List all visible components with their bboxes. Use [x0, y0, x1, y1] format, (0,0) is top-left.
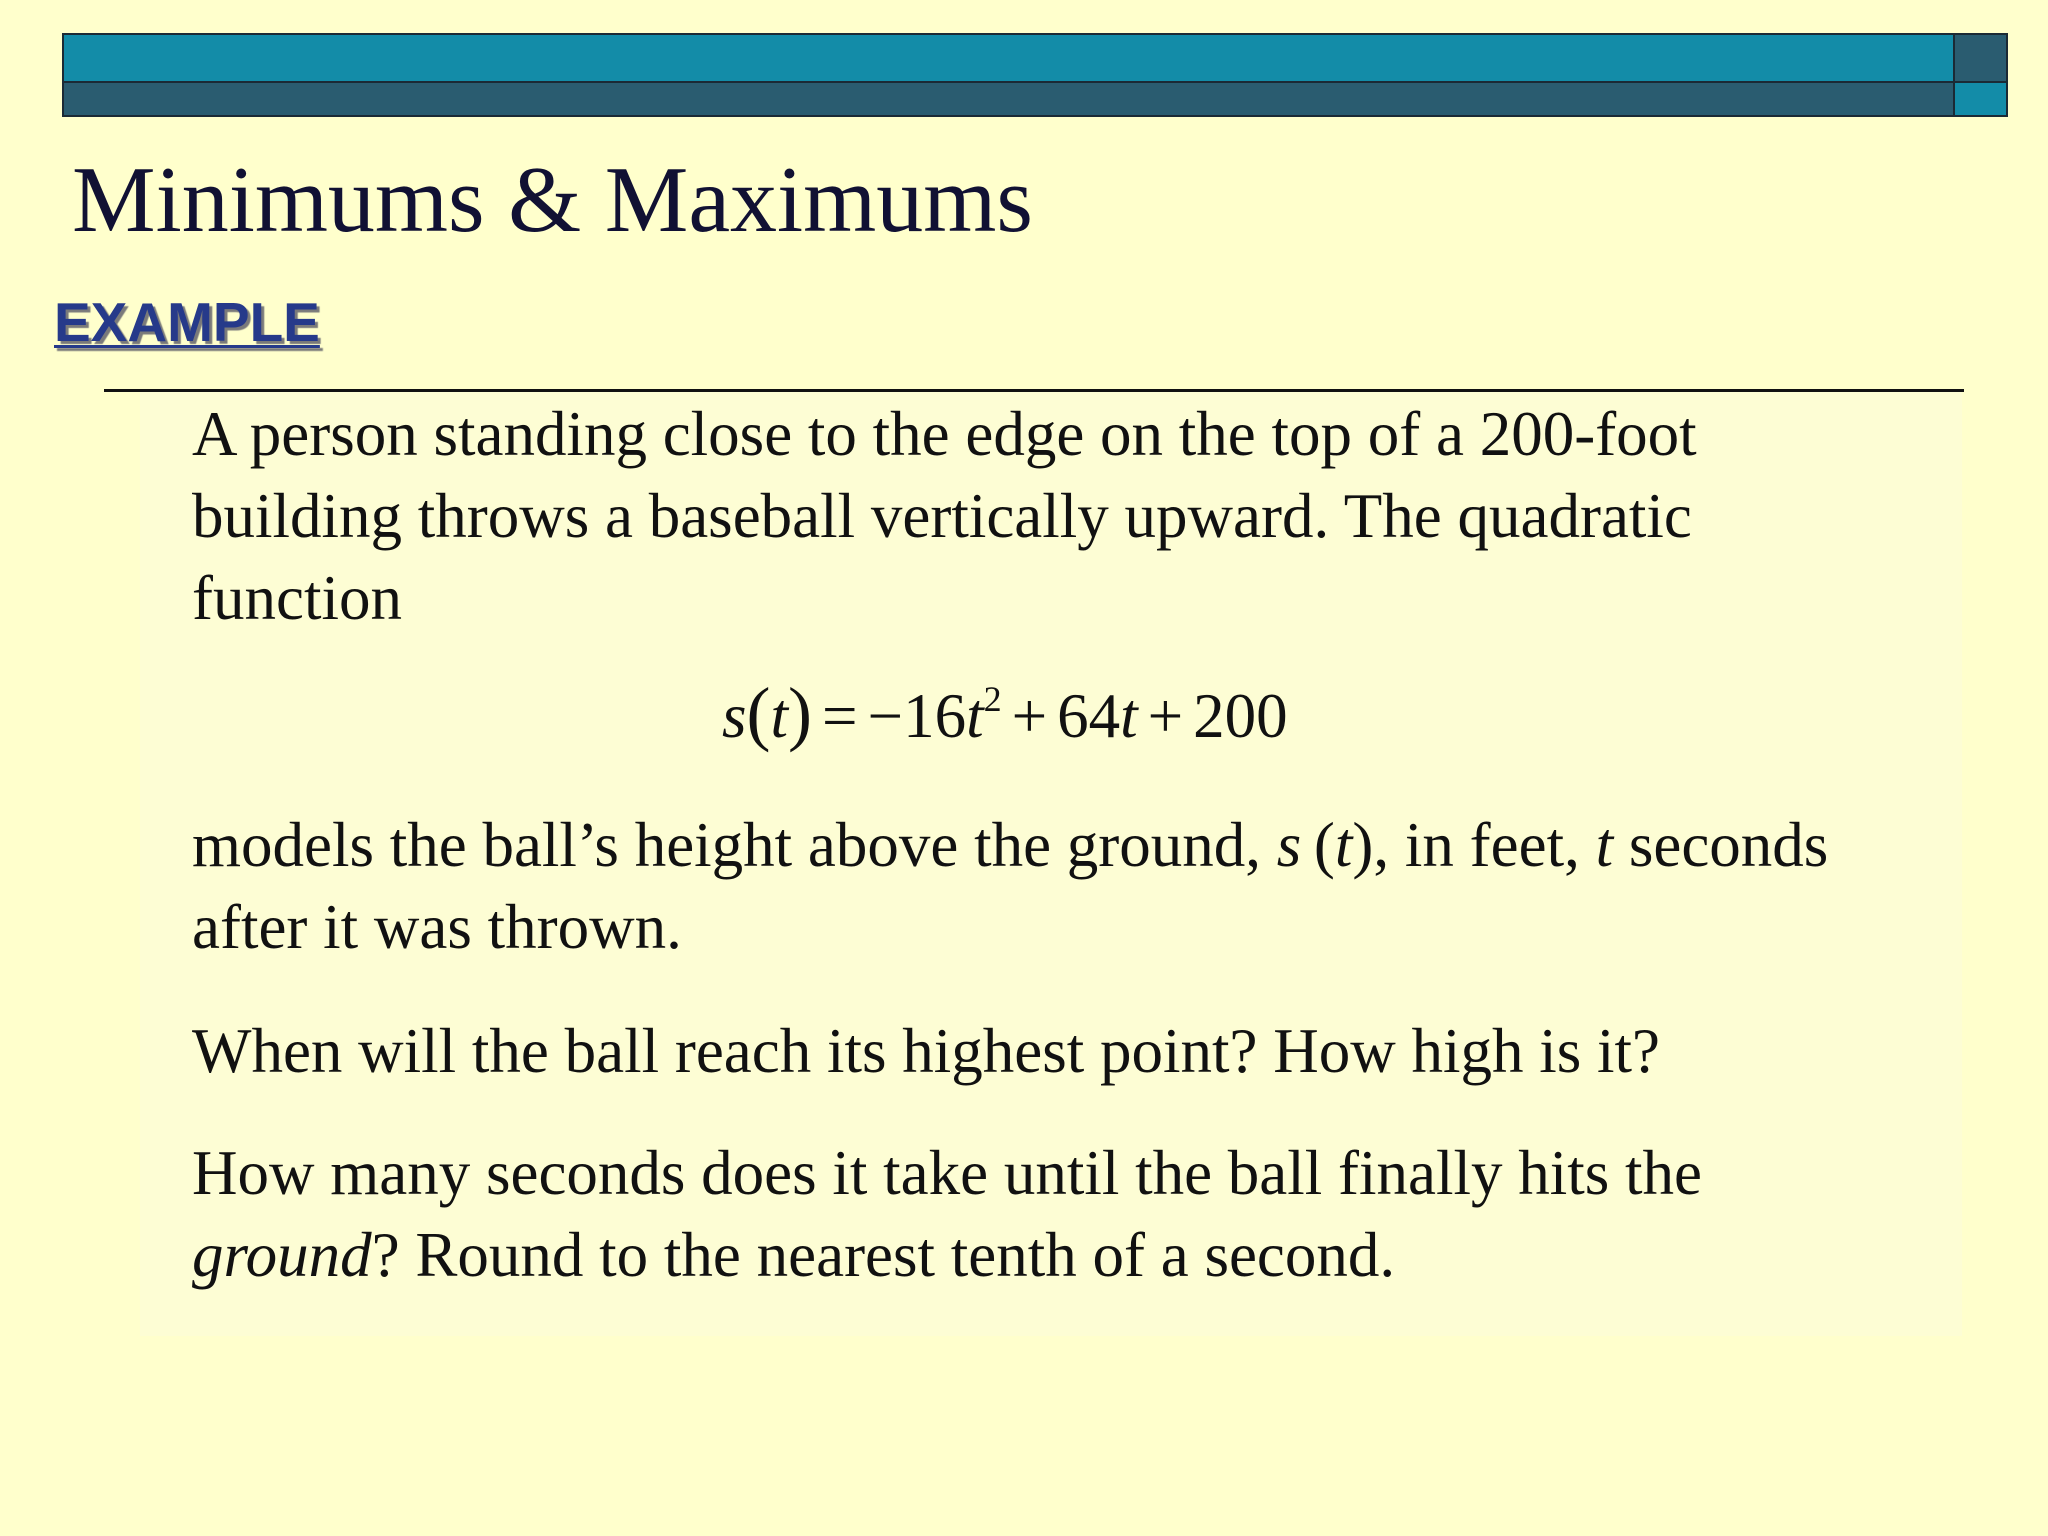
header-band-bottom: [62, 81, 1955, 117]
header-banner: [62, 33, 2008, 117]
question-hit-ground-italic: ground: [192, 1220, 372, 1290]
question-highest-point: When will the ball reach its highest point? How high is it?: [192, 1016, 1660, 1086]
slide-title: Minimums & Maximums: [72, 148, 1033, 252]
formula-constant: 200: [1193, 681, 1288, 751]
formula-function: s: [722, 681, 747, 751]
question-hit-ground-before: How many seconds does it take until the ball finally hits the: [192, 1138, 1702, 1208]
example-label: EXAMPLE: [54, 291, 320, 353]
model-description-after: seconds after it was thrown.: [192, 810, 1829, 962]
formula-variable: t: [770, 681, 789, 751]
model-description: models the ball’s height above the ground, s (t), in feet, t seconds after it was thrown.: [192, 810, 1829, 962]
formula-paren-close: ): [788, 673, 813, 753]
formula-exponent: 2: [983, 679, 1002, 719]
model-variable: t: [1334, 810, 1353, 880]
model-function: s: [1276, 810, 1302, 880]
formula-equals: =: [822, 681, 858, 751]
header-band-top: [62, 33, 1955, 83]
formula-variable-linear: t: [1120, 681, 1138, 751]
model-description-before: models the ball’s height above the ground,: [192, 810, 1277, 880]
header-corner-square-bottom: [1953, 81, 2008, 117]
model-variable-t: t: [1595, 810, 1614, 880]
formula-plus-2: +: [1147, 681, 1184, 751]
header-corner-square-top: [1953, 33, 2008, 83]
problem-intro: A person standing close to the edge on the top of a 200-foot building throws a baseball vertically upward. The quadratic function: [192, 399, 1697, 633]
formula-plus-1: +: [1011, 681, 1048, 751]
formula-coefficient-a: −16: [867, 681, 967, 751]
formula-coefficient-b: 64: [1057, 681, 1121, 751]
question-hit-ground: [192, 1132, 1912, 1296]
question-hit-ground-after: ? Round to the nearest tenth of a second.: [371, 1220, 1396, 1290]
formula-variable-squared: t: [966, 681, 984, 751]
formula-paren-open: (: [746, 673, 771, 753]
height-formula: [722, 668, 1288, 770]
model-description-middle: , in feet,: [1373, 810, 1596, 880]
